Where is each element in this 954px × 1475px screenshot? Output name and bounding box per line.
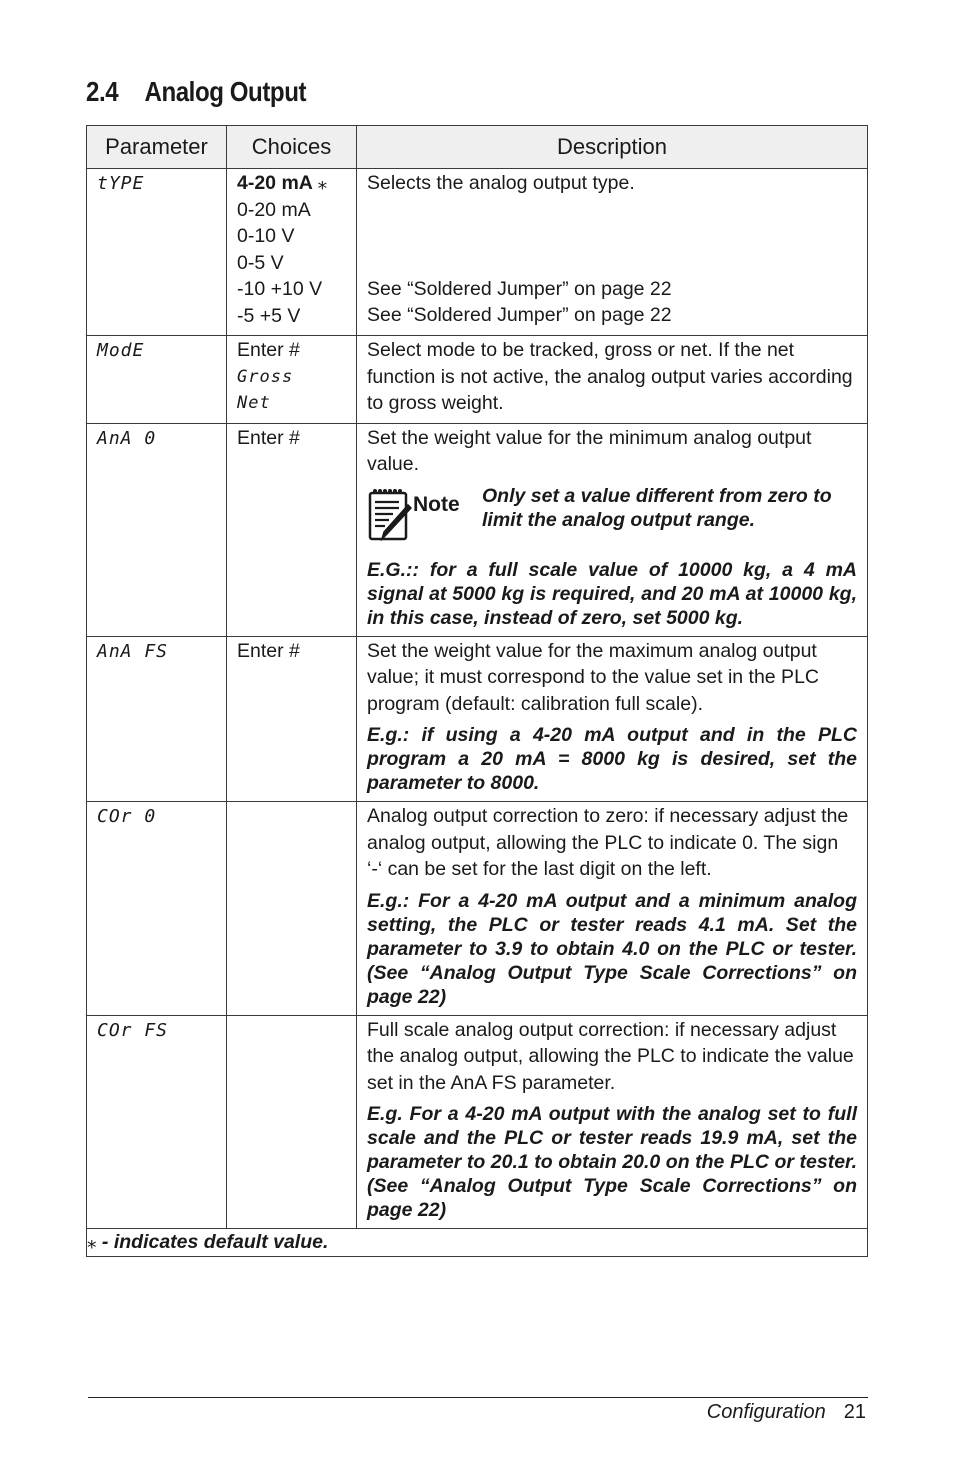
description-text: Select mode to be tracked, gross or net. If the net function is not active, the analog output varies according to gross weight.	[367, 339, 853, 414]
description-text: Full scale analog output correction: if necessary adjust the analog output, allowing the PLC to indicate the value set in the AnA FS parameter.	[367, 1018, 854, 1094]
header-parameter: Parameter	[87, 126, 227, 169]
choice-item: 0-10 V	[237, 225, 295, 247]
footnote-text: - indicates default value.	[101, 1231, 329, 1253]
header-choices: Choices	[227, 126, 357, 169]
cross-reference: See “Soldered Jumper” on page 22	[367, 304, 672, 326]
default-marker-icon: ⁎	[317, 172, 328, 194]
param-code: AnA FS	[97, 640, 169, 662]
choice-item: Enter #	[237, 339, 300, 361]
param-code: AnA 0	[97, 427, 157, 449]
table-row	[87, 336, 868, 424]
section-number: 2.4	[86, 76, 119, 107]
choice-item: -5 +5 V	[237, 304, 301, 327]
choice-item: 0-5 V	[237, 251, 284, 274]
table-row	[87, 169, 868, 336]
param-code: COr FS	[97, 1019, 169, 1041]
description-text: Analog output correction to zero: if necessary adjust the analog output, allowing the PLC to indicate 0. The sign ‘-‘ can be set for the last digit on the left.	[367, 805, 849, 880]
footer-rule	[88, 1397, 868, 1398]
table-header-row	[87, 126, 868, 169]
cross-reference: See “Soldered Jumper” on page 22	[367, 277, 672, 300]
table-footnote-row	[87, 1229, 868, 1257]
note-label: Note	[413, 492, 460, 516]
param-code: ModE	[97, 340, 145, 361]
example-text: E.G.:: for a full scale value of 10000 kg, a 4 mA signal at 5000 kg is required, and 20 mA at 10000 kg, in this case, instead of zero, set 5000 kg.	[367, 558, 857, 629]
page-number: 21	[843, 1401, 866, 1423]
page-footer	[707, 1401, 866, 1424]
table-row	[87, 423, 868, 636]
example-text: E.g.: For a 4-20 mA output and a minimum analog setting, the PLC or tester reads 4.1 mA. Set the parameter to 3.9 to obtain 4.0 on the PLC or tester. (See “Analog Output Type Scale Corrections” on page 22)	[367, 889, 857, 1008]
table-row	[87, 802, 868, 1016]
description-text: Set the weight value for the minimum analog output value.	[367, 426, 812, 475]
choices-list	[227, 336, 356, 423]
choice-item: 0-20 mA	[237, 198, 311, 221]
footer-section: Configuration	[706, 1401, 826, 1423]
section-heading: Analog Output	[144, 76, 307, 107]
table-row	[87, 636, 868, 802]
section-title	[86, 76, 306, 108]
header-description: Description	[357, 126, 868, 169]
choice-item: Gross	[237, 366, 294, 387]
description-text: Selects the analog output type.	[367, 172, 635, 194]
param-code: tYPE	[97, 173, 145, 194]
table-row	[87, 1015, 868, 1229]
note-icon	[367, 484, 473, 544]
choice-item: Enter #	[237, 426, 300, 449]
choice-item: Enter #	[237, 639, 300, 662]
description-text: Set the weight value for the maximum analog output value; it must correspond to the value set in the PLC program (default: calibration full scale).	[367, 639, 819, 715]
note-text: Only set a value different from zero to limit the analog output range.	[482, 484, 832, 531]
default-marker-icon: ⁎	[87, 1231, 97, 1253]
example-text: E.g.: if using a 4-20 mA output and in the PLC program a 20 mA = 8000 kg is desired, set the parameter to 8000.	[367, 724, 857, 794]
param-code: COr 0	[97, 806, 157, 827]
choice-item: -10 +10 V	[237, 278, 323, 300]
example-text: E.g. For a 4-20 mA output with the analog set to full scale and the PLC or tester reads 19.9 mA, set the parameter to 20.1 to obtain 20.0 on the PLC or tester. (See “Analog Output Type Scale Corrections” on page 22)	[367, 1103, 857, 1221]
note-callout	[367, 484, 857, 544]
choices-list	[227, 169, 356, 335]
analog-output-table	[86, 125, 868, 1257]
choice-item: Net	[237, 393, 271, 413]
choice-item: 4-20 mA	[237, 172, 313, 194]
